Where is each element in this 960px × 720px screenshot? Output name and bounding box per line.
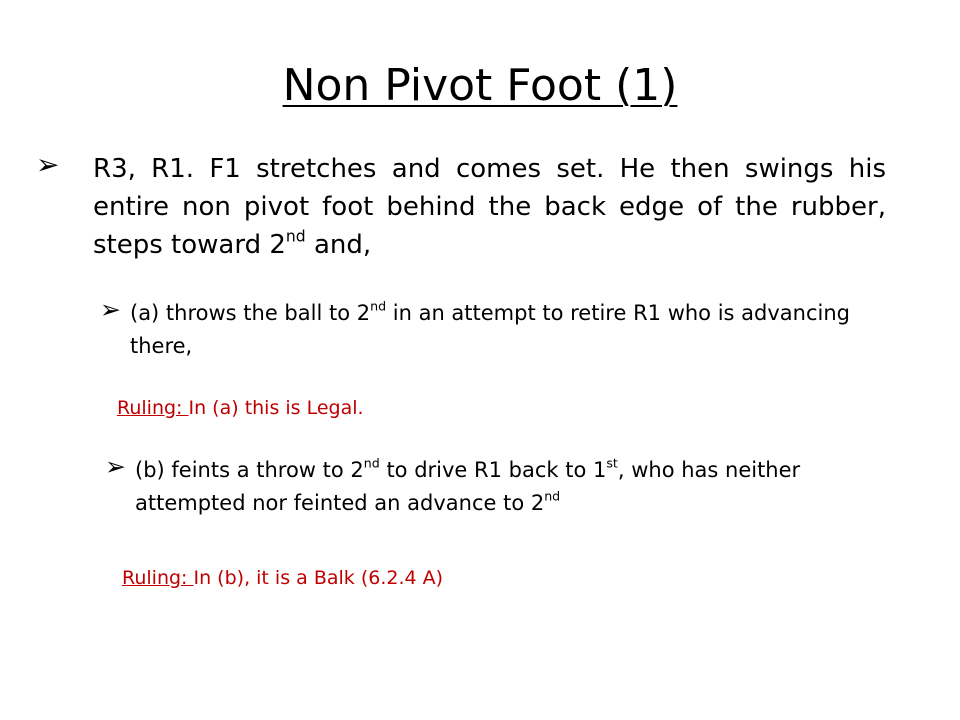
ruling-text: In (b), it is a Balk (6.2.4 A)	[193, 567, 444, 589]
bullet-main	[36, 150, 886, 264]
arrowhead-bullet-icon: ➢	[36, 148, 60, 181]
bullet-b-text: (b) feints a throw to 2nd to drive R1 back to 1st, who has neither attempted nor feinted an advance to 2nd	[135, 455, 801, 515]
bullet-a	[100, 297, 880, 363]
ruling-b	[122, 567, 443, 589]
bullet-a-text: (a) throws the ball to 2nd in an attempt to retire R1 who is advancing there,	[130, 298, 850, 358]
ruling-a	[117, 397, 364, 419]
ruling-label: Ruling:	[117, 397, 189, 419]
arrowhead-bullet-icon: ➢	[100, 295, 121, 324]
ruling-text: In (a) this is Legal.	[188, 397, 364, 419]
ruling-label: Ruling:	[122, 567, 194, 589]
bullet-b	[105, 454, 865, 520]
bullet-main-text: R3, R1. F1 stretches and comes set. He then swings his entire non pivot foot behind the back edge of the rubber, steps toward 2nd and,	[93, 154, 886, 260]
slide-title: Non Pivot Foot (1)	[282, 60, 678, 111]
arrowhead-bullet-icon: ➢	[105, 452, 126, 481]
